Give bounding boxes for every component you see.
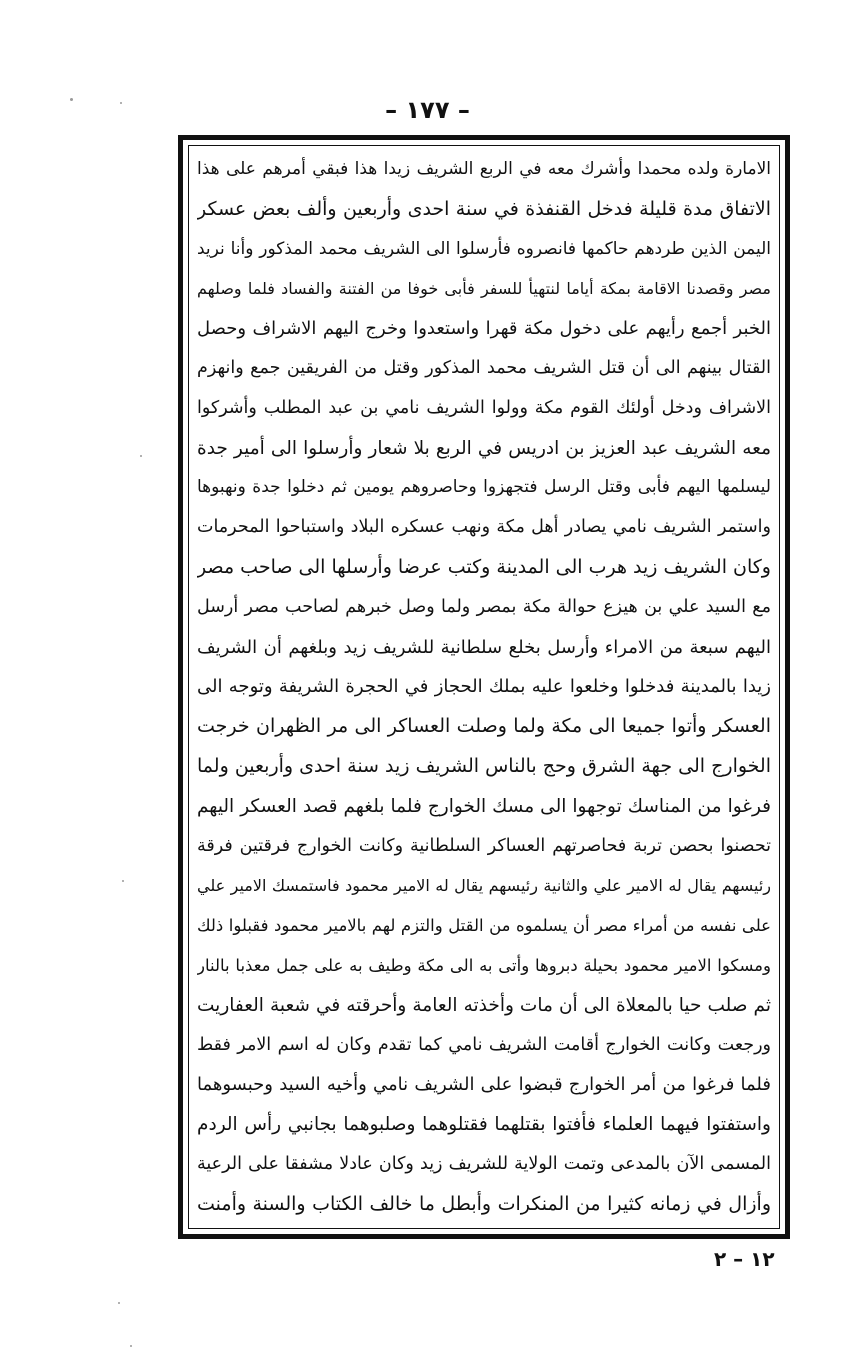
scan-speck [118, 1302, 120, 1304]
text-line: وكان الشريف زيد هرب الى المدينة وكتب عرضا وأرسلها الى صاحب مصر [197, 555, 771, 578]
scan-speck [122, 880, 124, 882]
text-line: معه الشريف عبد العزيز بن ادريس في الربع بلا شعار وأرسلوا الى أمير جدة [197, 437, 771, 459]
text-line: ورجعت وكانت الخوارج أقامت الشريف نامي كما تقدم وكان له اسم الامر فقط [197, 1034, 771, 1055]
scan-speck [130, 1345, 132, 1347]
text-line: الاشراف ودخل أولئك القوم مكة وولوا الشريف نامي بن عبد المطلب وأشركوا [197, 397, 771, 418]
text-line: الاتفاق مدة قليلة فدخل القنفذة في سنة احدى وأربعين وألف بعض عسكر [197, 197, 771, 220]
scan-speck [140, 455, 142, 457]
text-line: فلما فرغوا من أمر الخوارج قبضوا على الشريف نامي وأخيه السيد وحبسوهما [197, 1074, 771, 1096]
text-line: واستمر الشريف نامي يصادر أهل مكة ونهب عسكره البلاد واستباحوا المحرمات [197, 517, 771, 538]
text-line: تحصنوا بحصن تربة فحاصرتهم العساكر السلطانية وكانت الخوارج فرقتين فرقة [197, 835, 771, 856]
text-line: وأزال في زمانه كثيرا من المنكرات وأبطل ما خالف الكتاب والسنة وأمنت [197, 1192, 771, 1215]
text-body [197, 154, 771, 1220]
text-line: الخوارج الى جهة الشرق وحج بالناس الشريف زيد سنة احدى وأربعين ولما [197, 754, 771, 777]
text-line: الخبر أجمع رأيهم على دخول مكة قهرا واستعدوا وخرج اليهم الاشراف وحصل [197, 318, 771, 340]
text-line: اليمن الذين طردهم حاكمها فانصروه فأرسلوا الى الشريف محمد المذكور وأنا نريد [197, 238, 771, 259]
text-line: ثم صلب حيا بالمعلاة الى أن مات وأخذته العامة وأحرقته في شعبة العفاريت [197, 994, 771, 1016]
text-line: المسمى الآن بالمدعى وتمت الولاية للشريف زيد وكان عادلا مشفقا على الرعية [197, 1153, 771, 1174]
text-line: العسكر وأتوا جميعا الى مكة ولما وصلت العساكر الى مر الظهران خرجت [197, 715, 771, 738]
scan-speck [120, 102, 122, 104]
text-frame [178, 135, 790, 1239]
text-line: واستفتوا فيهما العلماء فأفتوا بقتلهما فقتلوهما وصلبوهما بجانبي رأس الردم [197, 1114, 771, 1136]
text-line: ليسلمها اليهم فأبى وقتل الرسل فتجهزوا وحاصروهم يومين ثم دخلوا جدة ونهبوها [197, 477, 771, 498]
text-line: زيدا بالمدينة فدخلوا وخلعوا عليه بملك الحجاز في الحجرة الشريفة وتوجه الى [197, 676, 771, 698]
text-line: مع السيد علي بن هيزع حوالة مكة بمصر ولما وصل خبرهم لصاحب مصر أرسل [197, 596, 771, 617]
text-line: مصر وقصدنا الاقامة بمكة أياما لنتهيأ للسفر فأبى خوفا من الفتنة والفساد فلما وصلهم [197, 279, 771, 299]
text-line: على نفسه من أمراء مصر أن يسلموه من القتل والتزم لهم بالامير محمود فقبلوا ذلك [197, 916, 771, 936]
page-number: – ١٧٧ – [385, 96, 470, 124]
text-line: فرغوا من المناسك توجهوا الى مسك الخوارج فلما بلغهم قصد العسكر اليهم [197, 795, 771, 817]
text-line: ومسكوا الامير محمود بحيلة دبروها وأتى به الى مكة وطيف به على جمل معذبا بالنار [197, 955, 771, 975]
scan-speck [70, 98, 73, 101]
text-line: رئيسهم يقال له الامير علي والثانية رئيسهم يقال له الامير محمود فاستمسك الامير علي [197, 876, 771, 896]
signature-mark: ١٢ – ٢ [714, 1247, 775, 1271]
text-line: اليهم سبعة من الامراء وأرسل بخلع سلطانية للشريف زيد وبلغهم أن الشريف [197, 636, 771, 658]
text-line: الامارة ولده محمدا وأشرك معه في الربع الشريف زيدا هذا فبقي أمرهم على هذا [197, 159, 771, 179]
text-line: القتال بينهم الى أن قتل الشريف محمد المذكور وقتل من الفريقين جمع وانهزم [197, 357, 771, 378]
